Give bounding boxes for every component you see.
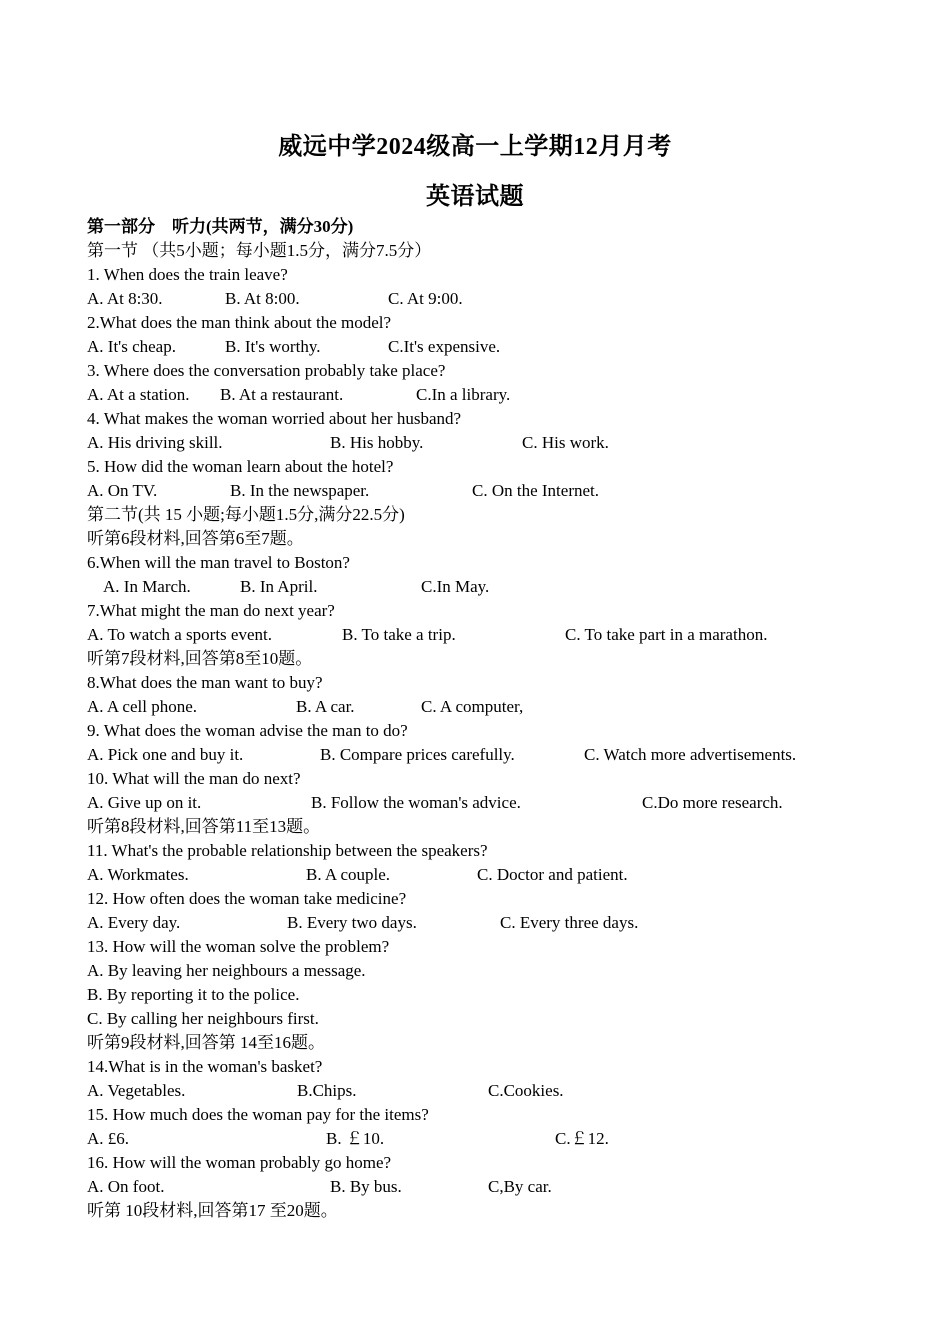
option-b: B. In the newspaper. bbox=[230, 481, 370, 500]
option-a: A. By leaving her neighbours a message. bbox=[87, 961, 366, 980]
option-c: C.Cookies. bbox=[488, 1081, 564, 1100]
option-b: B. To take a trip. bbox=[342, 625, 456, 644]
option-b: B. Follow the woman's advice. bbox=[311, 793, 521, 812]
question-text: 6.When will the man travel to Boston? bbox=[87, 553, 350, 572]
option-b: B. At 8:00. bbox=[225, 289, 300, 308]
option-b: B. His hobby. bbox=[330, 433, 424, 452]
part-heading: 第一部分 听力(共两节，满分30分) bbox=[87, 217, 354, 236]
question-text: 7.What might the man do next year? bbox=[87, 601, 335, 620]
option-b: B. At a restaurant. bbox=[220, 385, 344, 404]
material-instruction: 听第6段材料,回答第6至7题。 bbox=[87, 529, 304, 548]
option-c: C. Every three days. bbox=[500, 913, 639, 932]
material-instruction: 听第9段材料,回答第 14至16题。 bbox=[87, 1033, 325, 1052]
exam-title: 威远中学2024级高一上学期12月月考 bbox=[278, 134, 672, 160]
option-a: A. At a station. bbox=[87, 385, 190, 404]
option-c: C. At 9:00. bbox=[388, 289, 463, 308]
question-text: 1. When does the train leave? bbox=[87, 265, 288, 284]
material-instruction: 听第8段材料,回答第11至13题。 bbox=[87, 817, 321, 836]
option-c: C. A computer, bbox=[421, 697, 524, 716]
option-c: C.It's expensive. bbox=[388, 337, 501, 356]
option-a: A. Give up on it. bbox=[87, 793, 202, 812]
question-text: 15. How much does the woman pay for the items? bbox=[87, 1105, 429, 1124]
option-a: A. Workmates. bbox=[87, 865, 189, 884]
question-text: 4. What makes the woman worried about her husband? bbox=[87, 409, 462, 428]
option-a: A. Every day. bbox=[87, 913, 181, 932]
question-text: 9. What does the woman advise the man to do? bbox=[87, 721, 408, 740]
question-text: 3. Where does the conversation probably take place? bbox=[87, 361, 446, 380]
material-instruction: 听第 10段材料,回答第17 至20题。 bbox=[87, 1201, 338, 1220]
option-c: C. To take part in a marathon. bbox=[565, 625, 768, 644]
option-c: C,By car. bbox=[488, 1177, 552, 1196]
option-a: A. It's cheap. bbox=[87, 337, 176, 356]
option-c: C. By calling her neighbours first. bbox=[87, 1009, 319, 1028]
question-text: 10. What will the man do next? bbox=[87, 769, 301, 788]
option-a: A. His driving skill. bbox=[87, 433, 223, 452]
option-a: A. In March. bbox=[103, 577, 191, 596]
section-heading: 第一节 （共5小题；每小题1.5分，满分7.5分） bbox=[87, 241, 432, 260]
option-a: A. To watch a sports event. bbox=[87, 625, 272, 644]
option-c: C.In a library. bbox=[416, 385, 511, 404]
section-heading: 第二节(共 15 小题;每小题1.5分,满分22.5分) bbox=[87, 505, 405, 524]
option-a: A. £6. bbox=[87, 1129, 130, 1148]
option-c: C. Watch more advertisements. bbox=[584, 745, 797, 764]
option-c: C. Doctor and patient. bbox=[477, 865, 628, 884]
option-b: B. Compare prices carefully. bbox=[320, 745, 515, 764]
option-b: B. By bus. bbox=[330, 1177, 402, 1196]
option-c: C. His work. bbox=[522, 433, 609, 452]
option-a: A. Pick one and buy it. bbox=[87, 745, 244, 764]
option-b: B. ￡10. bbox=[326, 1129, 385, 1148]
option-b: B. Every two days. bbox=[287, 913, 417, 932]
option-b: B. A couple. bbox=[306, 865, 391, 884]
option-a: A. A cell phone. bbox=[87, 697, 198, 716]
option-c: C.Do more research. bbox=[642, 793, 783, 812]
question-text: 14.What is in the woman's basket? bbox=[87, 1057, 323, 1076]
question-text: 2.What does the man think about the model? bbox=[87, 313, 392, 332]
question-text: 5. How did the woman learn about the hotel? bbox=[87, 457, 394, 476]
material-instruction: 听第7段材料,回答第8至10题。 bbox=[87, 649, 313, 668]
option-b: B. In April. bbox=[240, 577, 318, 596]
question-text: 12. How often does the woman take medicine? bbox=[87, 889, 407, 908]
exam-subtitle: 英语试题 bbox=[426, 184, 524, 210]
option-b: B.Chips. bbox=[297, 1081, 357, 1100]
option-c: C. On the Internet. bbox=[472, 481, 599, 500]
option-a: A. Vegetables. bbox=[87, 1081, 186, 1100]
option-b: B. By reporting it to the police. bbox=[87, 985, 300, 1004]
option-a: A. At 8:30. bbox=[87, 289, 163, 308]
option-b: B. A car. bbox=[296, 697, 355, 716]
question-text: 16. How will the woman probably go home? bbox=[87, 1153, 392, 1172]
option-a: A. On foot. bbox=[87, 1177, 165, 1196]
question-text: 13. How will the woman solve the problem? bbox=[87, 937, 390, 956]
option-b: B. It's worthy. bbox=[225, 337, 321, 356]
option-c: C.￡12. bbox=[555, 1129, 609, 1148]
question-text: 8.What does the man want to buy? bbox=[87, 673, 323, 692]
option-a: A. On TV. bbox=[87, 481, 158, 500]
option-c: C.In May. bbox=[421, 577, 490, 596]
question-text: 11. What's the probable relationship between the speakers? bbox=[87, 841, 488, 860]
